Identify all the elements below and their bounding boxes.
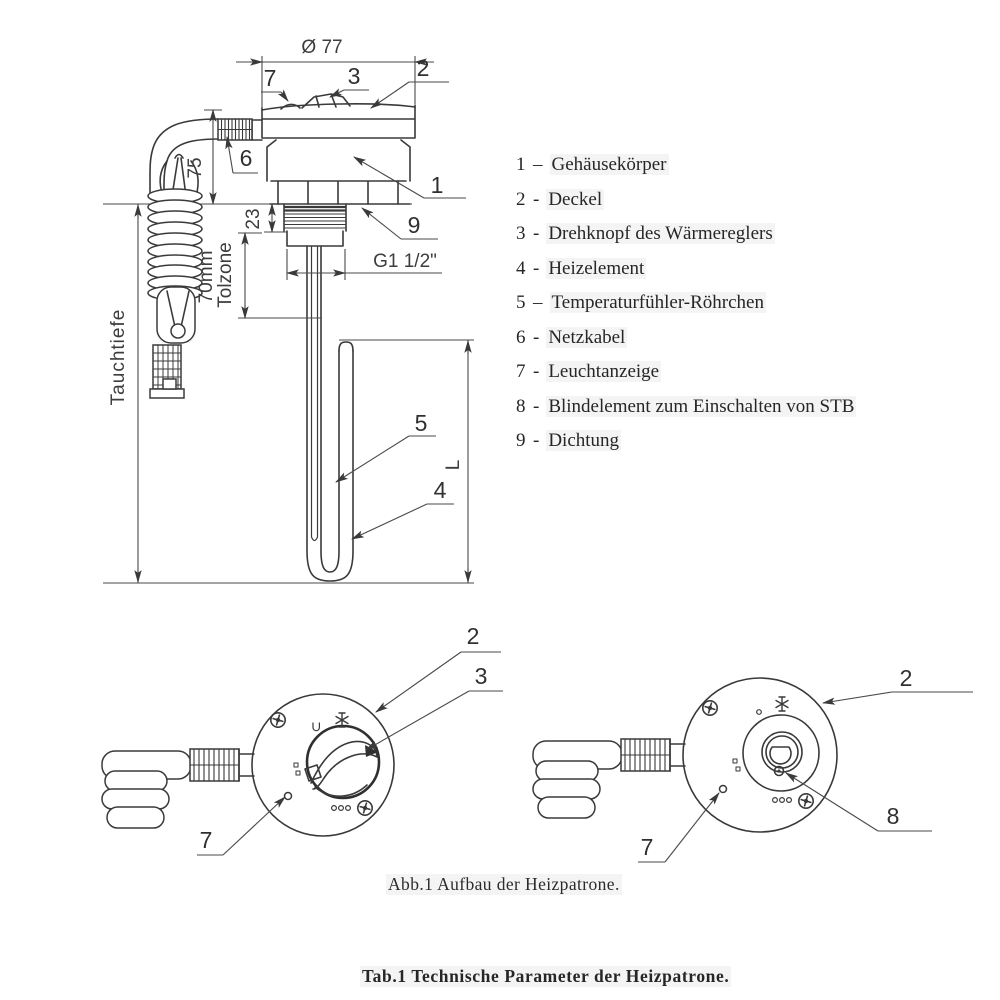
main-view-callouts: [227, 55, 466, 539]
coiled-cord: [148, 189, 202, 300]
legend-number: 5: [516, 292, 526, 313]
legend-label: Heizelement: [548, 257, 645, 279]
dimension-thread-size: [287, 249, 442, 280]
indicator-lamp: [720, 786, 727, 793]
assembly-side-view: [103, 37, 474, 583]
front-noknob-callouts: [638, 665, 973, 862]
legend-separator: -: [533, 361, 540, 382]
legend-number: 4: [516, 257, 526, 279]
dim-thread-size-label: G1 1/2": [373, 251, 437, 272]
sensor-tube: [312, 246, 318, 541]
spindle-d-shaft: [770, 747, 791, 764]
legend-item-8: [516, 390, 856, 425]
plug-end-view: [150, 287, 195, 398]
legend-item-6: [516, 321, 856, 356]
cover-cap: [262, 94, 415, 138]
dim-tolzone-word: Tolzone: [215, 242, 236, 308]
legend-separator: -: [533, 223, 540, 244]
legend-item-7: [516, 355, 856, 390]
legend-number: 7: [516, 361, 526, 382]
callout-knob: 3: [474, 663, 488, 689]
legend-label: Drehknopf des Wärmereglers: [548, 223, 773, 244]
legend-label: Blindelement zum Einschalten von STB: [548, 395, 855, 417]
legend-number: 6: [516, 326, 526, 348]
callout-sensor: 5: [414, 410, 428, 436]
callout-lamp: 7: [263, 65, 277, 91]
knob-recess: [743, 715, 819, 791]
dim-L-label: L: [443, 459, 464, 471]
legend-label: Gehäusekörper: [551, 154, 667, 175]
cover-front-view-with-knob: [102, 623, 503, 855]
legend-label: Netzkabel: [548, 326, 626, 348]
legend-separator: -: [533, 326, 540, 348]
callout-housing: 1: [430, 172, 444, 198]
legend-label: Dichtung: [548, 430, 620, 451]
legend-label: Deckel: [548, 188, 603, 210]
legend-item-4: [516, 252, 856, 287]
callout-knob: 3: [347, 63, 361, 89]
figure-caption: Abb.1 Aufbau der Heizpatrone.: [388, 874, 620, 894]
legend-separator: -: [533, 188, 540, 210]
heating-element-tube: [307, 246, 353, 581]
legend-label: Temperaturfühler-Röhrchen: [551, 292, 764, 313]
legend-number: 8: [516, 395, 526, 417]
dial-mark: [313, 723, 319, 731]
legend-separator: -: [533, 395, 540, 417]
dim-tolzone-value: 70mm: [196, 250, 217, 304]
legend-number: 9: [516, 430, 526, 451]
legend-item-3: [516, 217, 856, 252]
legend-separator: -: [533, 257, 540, 279]
legend-item-1: [516, 148, 856, 183]
dim-tauchtiefe-label: Tauchtiefe: [108, 308, 129, 406]
callout-cable: 6: [239, 145, 253, 171]
parts-legend: [516, 148, 856, 459]
legend-item-9: [516, 424, 856, 459]
callout-seal: 9: [407, 212, 421, 238]
callout-cover: 2: [899, 665, 913, 691]
dim-23-label: 23: [243, 208, 264, 230]
callout-cover: 2: [416, 55, 430, 81]
legend-separator: –: [533, 154, 543, 175]
callout-lamp: 7: [199, 827, 213, 853]
legend-separator: -: [533, 430, 540, 451]
thread-section: [284, 204, 346, 246]
callout-stb: 8: [886, 803, 900, 829]
legend-number: 1: [516, 154, 526, 175]
legend-item-2: [516, 183, 856, 218]
legend-item-5: [516, 286, 856, 321]
dim-75-label: 75: [185, 157, 206, 179]
callout-element: 4: [433, 477, 447, 503]
cover-front-view-without-knob: [533, 665, 973, 862]
table-caption: Tab.1 Technische Parameter der Heizpatrone.: [362, 966, 730, 986]
legend-separator: –: [533, 292, 543, 313]
dim-diameter-label: Ø 77: [301, 37, 343, 58]
dimension-23: [243, 204, 287, 232]
indicator-lamp: [285, 793, 292, 800]
legend-number: 2: [516, 188, 526, 210]
legend-number: 3: [516, 223, 526, 244]
callout-lamp: 7: [640, 834, 654, 860]
front-knob-callouts: [197, 623, 503, 855]
callout-cover: 2: [466, 623, 480, 649]
dimension-L: [339, 340, 474, 583]
legend-label: Leuchtanzeige: [548, 361, 660, 382]
